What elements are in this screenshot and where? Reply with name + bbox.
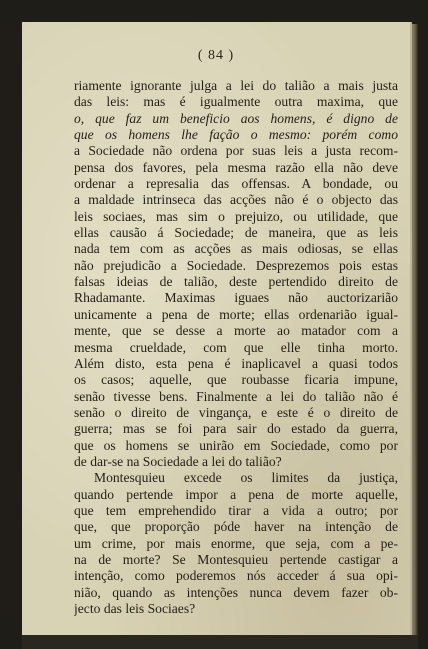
text-line: não prejudicão a Sociedade. Desprezemos pois estas	[74, 257, 398, 273]
text-line: a maldade intrinseca das acções não é o objecto das	[74, 192, 398, 208]
text-line: nada tem com as acções as mais odiosas, se ellas	[74, 241, 398, 257]
text-line: na de morte? Se Montesquieu pertende castigar a	[74, 551, 398, 567]
text-line: mente, que se desse a morte ao matador com a	[74, 323, 398, 339]
text-line: riamente ignorante julga a lei do talião a mais justa	[74, 78, 398, 93]
text-line: quando pertende impor a pena de morte aquelle,	[74, 486, 398, 502]
text-line: o, que faz um beneficio aos homens, é digno de	[74, 110, 398, 126]
text-line: os casos; aquelle, que roubasse ficaria impune,	[74, 372, 398, 388]
text-line: Montesquieu excede os limites da justiça,	[94, 470, 398, 486]
text-line: jecto das leis Sociaes?	[74, 601, 196, 616]
text-line: que, que proporção póde haver na intenção de	[74, 519, 398, 535]
text-line: que tem emprehendido tirar a vida a outro; por	[74, 502, 398, 518]
text-line: unicamente a pena de morte; ellas ordenarião igual-	[74, 306, 398, 322]
text-line: leis sociaes, mas sim o prejuizo, ou utilidade, que	[74, 208, 398, 224]
text-line: senão o direito de vingança, e este é o direito de	[74, 404, 398, 420]
text-line: Rhadamante. Maximas iguaes não auctorizarião	[74, 290, 398, 306]
text-line: mesma crueldade, com que elle tinha morto.	[74, 339, 398, 355]
body-text	[74, 78, 398, 617]
text-line: intenção, como poderemos nós acceder á sua opi-	[74, 568, 398, 584]
text-line: de dar-se na Sociedade a lei do talião?	[74, 453, 282, 469]
text-line: a Sociedade não ordena por suas leis a justa recom-	[74, 143, 398, 159]
text-line: que os homens lhe fação o mesmo: porém como	[74, 127, 398, 143]
page-shadow	[22, 635, 418, 649]
text-line: pensa dos favores, pela mesma razão ella não deve	[74, 159, 398, 175]
text-line: senão tivesse bens. Finalmente a lei do talião não é	[74, 388, 398, 404]
text-line: guerra; mas se foi para sair do estado da guerra,	[74, 421, 398, 437]
text-line: nião, quando as intenções nunca devem fazer ob-	[74, 584, 398, 600]
text-line: ordenar a represalia das offensas. A bondade, ou	[74, 176, 398, 192]
text-line: ellas causão á Sociedade; de maneira, que as leis	[74, 225, 398, 241]
text-line: falsas ideias de talião, deste pertendido direito de	[74, 274, 398, 290]
text-line: que os homens se unirão em Sociedade, como por	[74, 437, 398, 453]
page-number: ( 84 )	[197, 48, 235, 63]
text-line: um crime, por mais enorme, que seja, com a pe-	[74, 535, 398, 551]
book-page	[22, 22, 410, 635]
text-line: Além disto, esta pena é inaplicavel a quasi todos	[74, 355, 398, 371]
text-line: das leis: mas é igualmente outra maxima, que	[74, 94, 398, 110]
